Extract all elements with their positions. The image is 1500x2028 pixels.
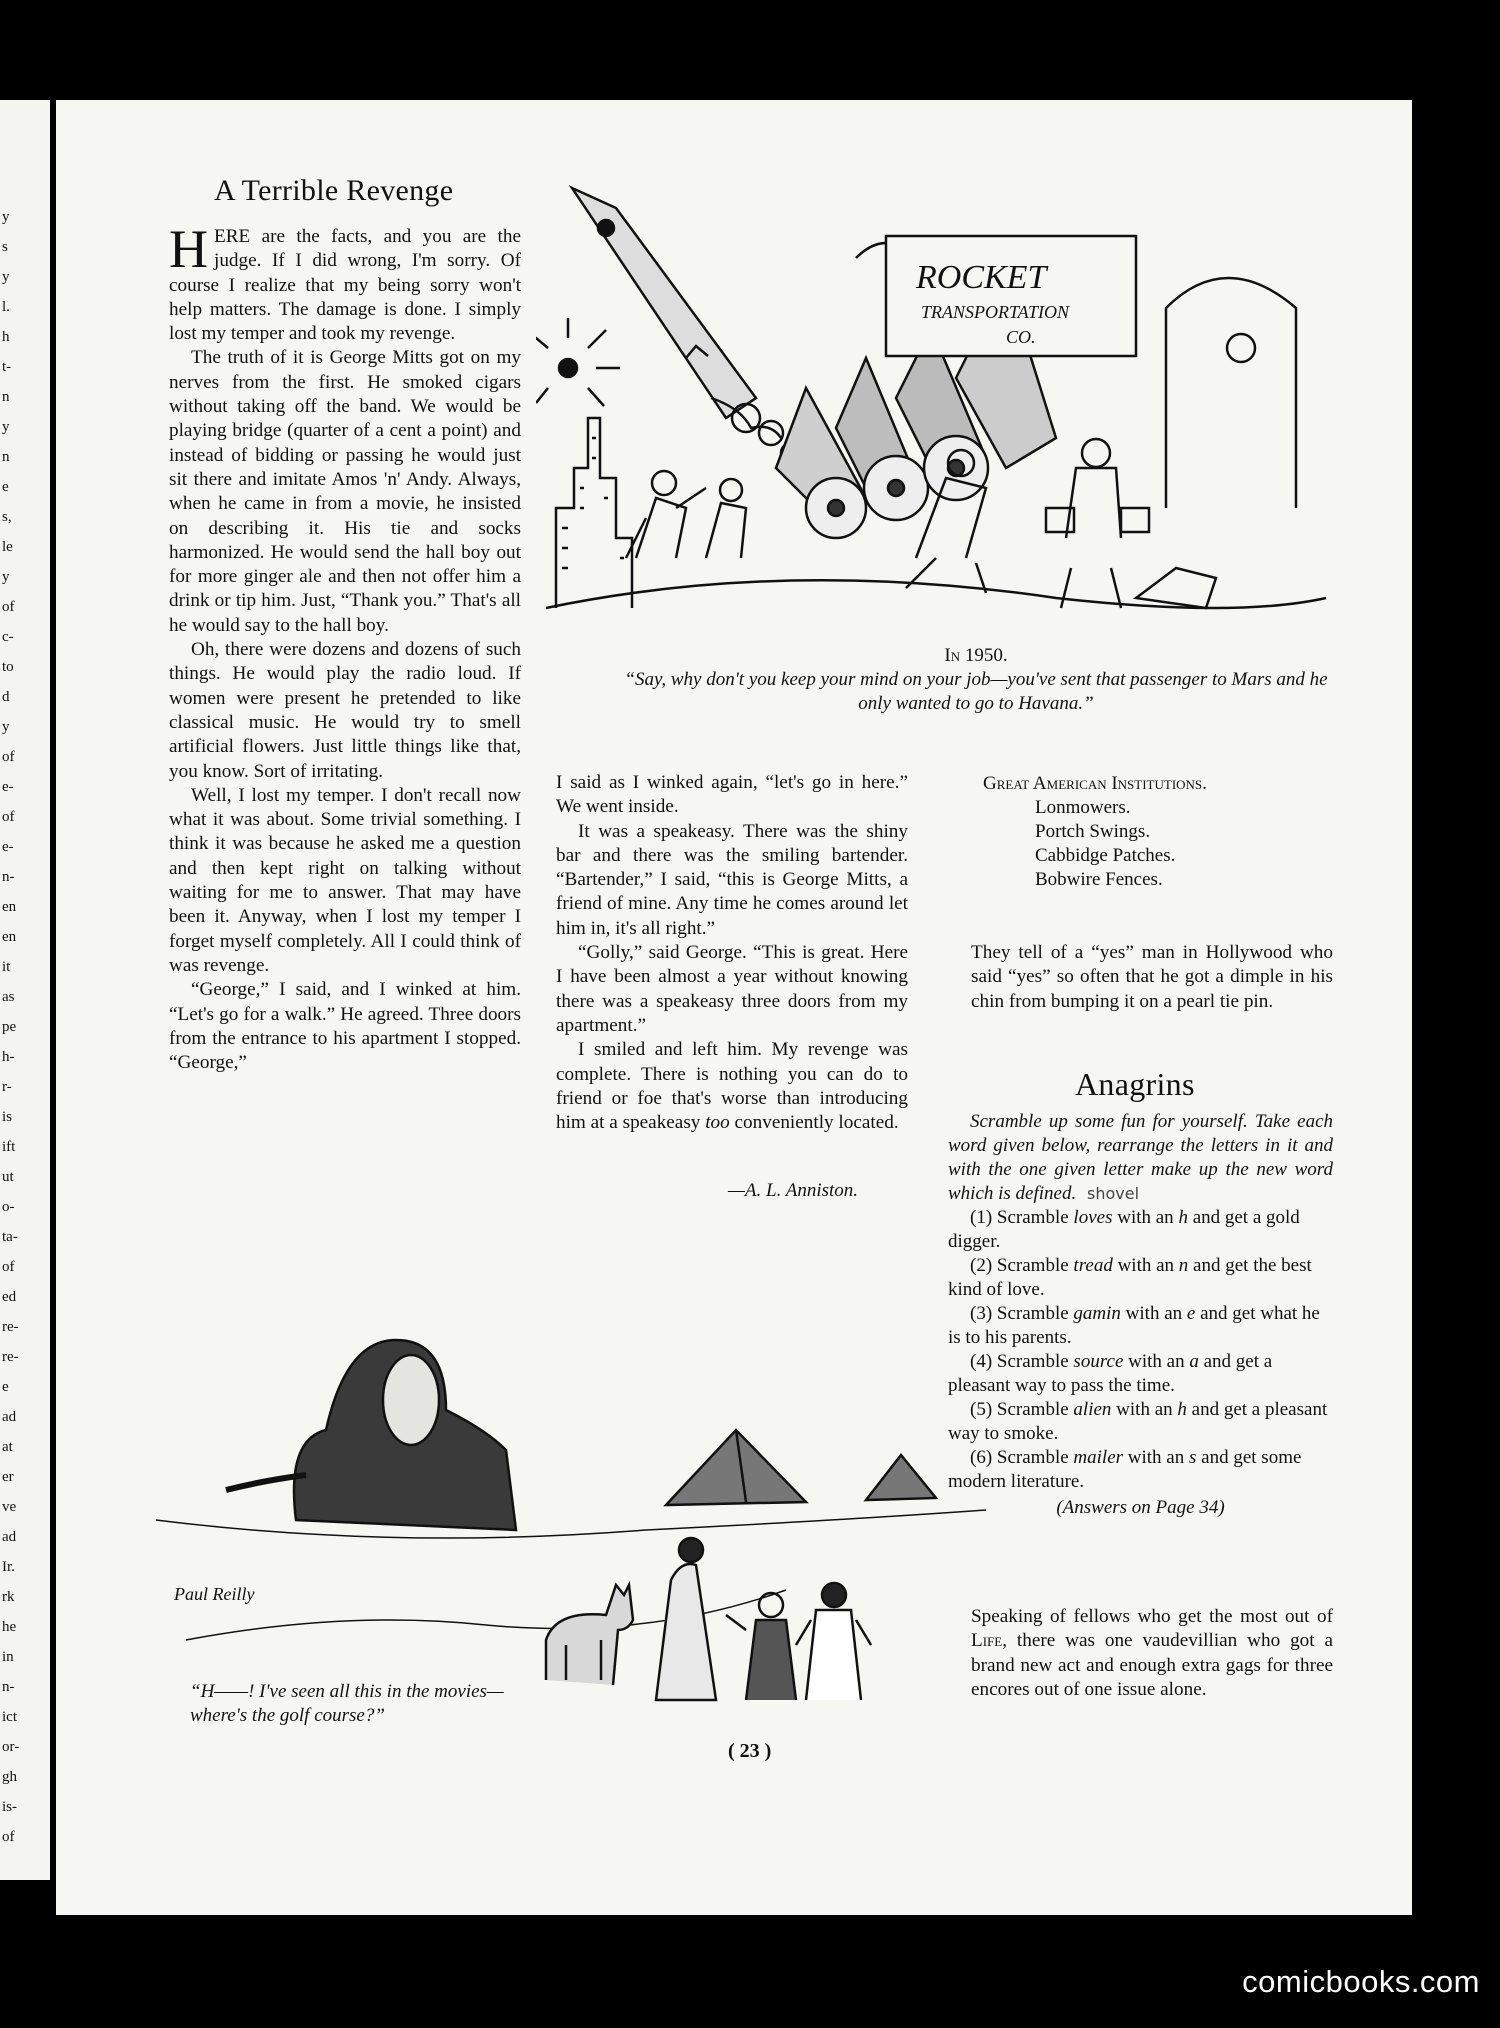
anagram-item: (3) Scramble gamin with an e and get what he is to his parents. [948,1303,1320,1348]
previous-page-fragment: e [2,479,9,495]
article-paragraph: I said as I winked again, “let's go in here.” We went inside. [556,772,908,818]
previous-page-fragment: en [2,899,17,915]
drop-cap: H [169,219,208,279]
previous-page-fragment: as [2,989,15,1005]
previous-page-fragment: l. [2,299,10,315]
previous-page-fragment: s [2,239,8,255]
article-paragraph: I smiled and left him. My revenge was complete. There is nothing you can do to friend or foe that's worse than introducing him at a speakeasy too conveniently located. [556,1039,908,1134]
previous-page-fragment: ve [2,1499,17,1515]
sun-icon [559,359,577,377]
article-column-2 [556,771,908,1135]
previous-page-fragment: le [2,539,13,555]
caption-lead: In 1950. [944,645,1008,666]
previous-page-fragment: ad [2,1409,17,1425]
article-title: A Terrible Revenge [214,174,454,207]
previous-page-fragment: y [2,419,10,435]
previous-page-fragment: in [2,1649,14,1665]
previous-page-fragment: of [2,599,15,615]
previous-page-fragment: ed [2,1289,17,1305]
anagram-item: (1) Scramble loves with an h and get a gold digger. [948,1207,1300,1252]
caption-quote: “Say, why don't you keep your mind on your job—you've sent that passenger to Mars and he only wanted to go to Havana.” [624,669,1328,714]
anagram-item: (2) Scramble tread with an n and get the best kind of love. [948,1255,1312,1300]
sphinx-cartoon-caption: “H——! I've seen all this in the movies—where's the golf course?” [190,1681,504,1726]
previous-page-fragment: ift [2,1139,16,1155]
previous-page-fragment: re- [2,1349,19,1365]
handwritten-annotation: shovel [1086,1184,1140,1203]
previous-page-fragment: r- [2,1079,12,1095]
previous-page-fragment: o- [2,1199,15,1215]
previous-page-fragment: re- [2,1319,19,1335]
rocket-cartoon-illustration [536,178,1346,648]
article-paragraph: “Golly,” said George. “This is great. Here I have been almost a year without knowing there was a speakeasy three doors from my apartment.” [556,942,908,1036]
institutions-box [983,772,1343,892]
previous-page-fragment: en [2,929,17,945]
previous-page-fragment: s, [2,509,12,525]
article-paragraph: HERE are the facts, and you are the judge. If I did wrong, I'm sorry. Of course I realize that my being sorry won't help matters. The damage is done. I simply lost my temper and took my revenge. [169,219,521,345]
life-note-paragraph: Speaking of fellows who get the most out of Life, there was one vaudevillian who got a brand new act and enough extra gags for three encores out of one issue alone. [971,1606,1333,1700]
article-paragraph: Oh, there were dozens and dozens of such things. He would play the radio loud. If women were present he pretended to like classical music. He would try to smell artificial flowers. Just little things like that, you know. Sort of irritating. [169,639,521,782]
sign-transportation-text: TRANSPORTATION [921,302,1070,322]
previous-page-fragment: he [2,1619,17,1635]
previous-page-fragment: ad [2,1529,17,1545]
sign-rocket-text: ROCKET [916,259,1047,296]
previous-page-fragment: pe [2,1019,17,1035]
institution-item: Portch Swings. [1035,821,1151,842]
answers-reference: (Answers on Page 34) [1056,1497,1225,1518]
previous-page-fragment: of [2,749,15,765]
article-column-1 [169,219,521,1075]
previous-page-fragment: ict [2,1709,17,1725]
artist-signature: Paul Reilly [174,1584,255,1604]
previous-page-fragment: is- [2,1799,17,1815]
institution-item: Cabbidge Patches. [1035,845,1176,866]
watermark: comicbooks.com [1242,1964,1480,1999]
previous-page-fragment: n- [2,1679,15,1695]
previous-page-fragment: is [2,1109,13,1125]
article-paragraph: Well, I lost my temper. I don't recall now what it was about. Some trivial something. I think it was because he asked me a question and then kept right on talking without waiting for me to answer. That may have been it. Anyway, when I lost my temper I forget myself completely. All I could think of was revenge. [169,784,521,976]
previous-page-fragment: er [2,1469,14,1485]
page-number: ( 23 ) [728,1740,772,1762]
previous-page-fragment: ut [2,1169,14,1185]
previous-page-fragment: it [2,959,11,975]
previous-page-fragment: c- [2,629,14,645]
article-paragraph: The truth of it is George Mitts got on my nerves from the first. He smoked cigars without taking off the band. We would be playing bridge (quarter of a cent a point) and instead of bidding or passing he would just sit there and imitate Amos 'n' Andy. Always, when he came in from a movie, he insisted on describing it. His tie and socks harmonized. He would send the hall boy out for more ginger ale and then not offer him a drink or tip him. Just, “Thank you.” That's all he would say to the hall boy. [169,347,521,636]
previous-page-fragment: rk [2,1589,15,1605]
previous-page-fragment: e- [2,779,14,795]
previous-page-fragment: to [2,659,14,675]
anagram-item: (5) Scramble alien with an h and get a pleasant way to smoke. [948,1399,1328,1444]
article-paragraph: “George,” I said, and I winked at him. “Let's go for a walk.” He agreed. Three doors from the entrance to his apartment I stopped. “George,” [169,979,521,1074]
previous-page-fragment: e [2,1379,9,1395]
anagram-item: (4) Scramble source with an a and get a pleasant way to pass the time. [948,1351,1273,1396]
article-signature: —A. L. Anniston. [728,1180,859,1201]
previous-page-fragment: Ir. [2,1559,15,1575]
anagrins-title: Anagrins [1075,1066,1195,1102]
previous-page-fragment: e- [2,839,14,855]
anagrins-puzzle [948,1110,1333,1520]
previous-page-fragment: at [2,1439,13,1455]
institutions-list [983,796,1343,892]
previous-page-fragment: n [2,449,10,465]
previous-page-fragment: d [2,689,10,705]
anagrins-intro: Scramble up some fun for yourself. Take each word given below, rearrange the letters in it and with the one given letter make up the new word which is defined. shovel [948,1111,1333,1204]
previous-page-fragment: or- [2,1739,20,1755]
sign-co-text: CO. [1006,327,1036,347]
institution-item: Bobwire Fences. [1035,869,1163,890]
institutions-heading: Great American Institutions. [983,773,1207,794]
previous-page-fragment: of [2,1259,15,1275]
previous-page-fragment: h [2,329,10,345]
yes-man-paragraph: They tell of a “yes” man in Hollywood who said “yes” so often that he got a dimple in his chin from bumping it on a pearl tie pin. [971,942,1333,1012]
previous-page-fragment: n [2,389,10,405]
previous-page-fragment: of [2,809,15,825]
institution-item: Lonmowers. [1035,797,1131,818]
rocket-cartoon-caption [616,644,1336,716]
previous-page-fragment: of [2,1829,15,1845]
previous-page-fragment: gh [2,1769,17,1785]
previous-page-edge [0,100,50,1880]
previous-page-fragment: y [2,269,10,285]
article-paragraph: It was a speakeasy. There was the shiny bar and there was the smiling bartender. “Bartender,” I said, “this is George Mitts, a friend of mine. Any time he comes around let him in, it's all right.” [556,820,908,939]
previous-page-fragment: t- [2,359,12,375]
previous-page-fragment: ta- [2,1229,18,1245]
previous-page-fragment: y [2,569,10,585]
magazine-page [56,100,1412,1915]
previous-page-fragment: y [2,209,10,225]
previous-page-fragment: n- [2,869,15,885]
previous-page-fragment: h- [2,1049,15,1065]
anagram-item: (6) Scramble mailer with an s and get some modern literature. [948,1447,1302,1492]
anagrins-list [948,1206,1333,1494]
previous-page-fragment: y [2,719,10,735]
